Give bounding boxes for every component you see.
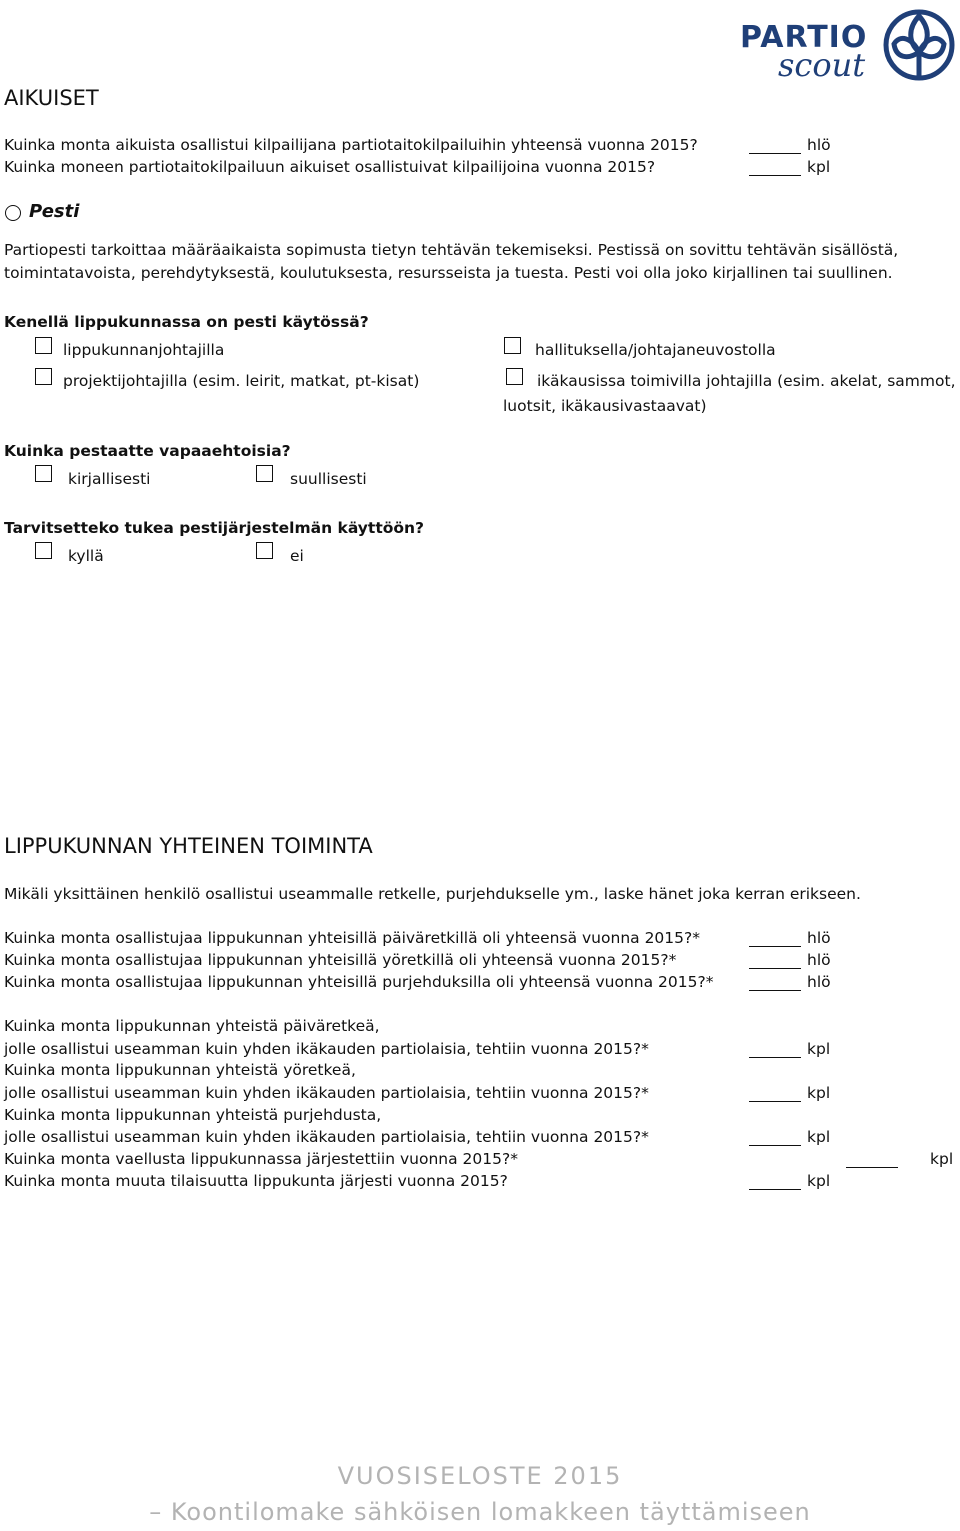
pesti-description-1: Partiopesti tarkoittaa määräaikaista sopimusta tietyn tehtävän tekemiseksi. Pestissä on sovittu tehtävän sisällöstä, — [4, 241, 899, 259]
fleur-de-lis-icon — [878, 4, 960, 86]
pesti-support-question: Tarvitsetteko tukea pestijärjestelmän käyttöön? — [4, 519, 425, 537]
adults-unit-1: hlö — [807, 136, 831, 154]
adults-question-1: Kuinka monta aikuista osallistui kilpailijana partiotaitokilpailuihin yhteensä vuonna 2015? — [4, 136, 698, 154]
checkbox-kirjallisesti[interactable] — [35, 465, 52, 482]
option-ikakausissa-1: ikäkausissa toimivilla johtajilla (esim. akelat, sammot, — [537, 372, 956, 390]
joint-question-5a: Kuinka monta lippukunnan yhteistä yöretkeä, — [4, 1061, 356, 1079]
joint-unit-7: kpl — [930, 1150, 954, 1168]
joint-unit-3: hlö — [807, 973, 831, 991]
adults-heading: AIKUISET — [4, 86, 99, 110]
checkbox-ikakausissa[interactable] — [506, 368, 523, 385]
adults-question-2: Kuinka moneen partiotaitokilpailuun aikuiset osallistuivat kilpailijoina vuonna 2015? — [4, 158, 656, 176]
adults-unit-2: kpl — [807, 158, 831, 176]
joint-unit-5: kpl — [807, 1084, 831, 1102]
joint-question-1: Kuinka monta osallistujaa lippukunnan yhteisillä päiväretkillä oli yhteensä vuonna 2015?* — [4, 929, 700, 947]
joint-unit-6: kpl — [807, 1128, 831, 1146]
joint-answer-2-line[interactable] — [749, 968, 801, 969]
joint-answer-6-line[interactable] — [749, 1145, 801, 1146]
joint-question-7: Kuinka monta vaellusta lippukunnassa järjestettiin vuonna 2015?* — [4, 1150, 518, 1168]
option-hallituksella: hallituksella/johtajaneuvostolla — [535, 341, 776, 359]
joint-answer-3-line[interactable] — [749, 990, 801, 991]
joint-answer-8-line[interactable] — [749, 1189, 801, 1190]
joint-question-3: Kuinka monta osallistujaa lippukunnan yhteisillä purjehduksilla oli yhteensä vuonna 2015?* — [4, 973, 714, 991]
joint-heading: LIPPUKUNNAN YHTEINEN TOIMINTA — [4, 834, 373, 858]
logo-word-partio: PARTIO — [740, 20, 868, 55]
footer-title: VUOSISELOSTE 2015 — [337, 1462, 623, 1490]
footer-subtitle: – Koontilomake sähköisen lomakkeen täyttämiseen — [149, 1498, 811, 1526]
joint-question-6a: Kuinka monta lippukunnan yhteistä purjehdusta, — [4, 1106, 382, 1124]
pesti-who-question: Kenellä lippukunnassa on pesti käytössä? — [4, 313, 369, 331]
option-kirjallisesti: kirjallisesti — [68, 470, 151, 488]
adults-answer-2-line[interactable] — [749, 175, 801, 176]
option-kylla: kyllä — [68, 547, 104, 565]
checkbox-ei[interactable] — [256, 542, 273, 559]
checkbox-suullisesti[interactable] — [256, 465, 273, 482]
joint-unit-2: hlö — [807, 951, 831, 969]
joint-answer-1-line[interactable] — [749, 946, 801, 947]
joint-question-4b: jolle osallistui useamman kuin yhden ikäkauden partiolaisia, tehtiin vuonna 2015?* — [4, 1040, 649, 1058]
option-projektijohtajilla: projektijohtajilla (esim. leirit, matkat, pt-kisat) — [63, 372, 420, 390]
checkbox-lippukunnanjohtajilla[interactable] — [35, 337, 52, 354]
adults-answer-1-line[interactable] — [749, 153, 801, 154]
radio-circle-icon[interactable] — [5, 205, 21, 221]
pesti-heading: Pesti — [29, 201, 80, 222]
joint-question-6b: jolle osallistui useamman kuin yhden ikäkauden partiolaisia, tehtiin vuonna 2015?* — [4, 1128, 649, 1146]
option-suullisesti: suullisesti — [290, 470, 367, 488]
joint-answer-5-line[interactable] — [749, 1101, 801, 1102]
checkbox-kylla[interactable] — [35, 542, 52, 559]
option-ei: ei — [290, 547, 304, 565]
joint-unit-4: kpl — [807, 1040, 831, 1058]
pesti-description-2: toimintatavoista, perehdytyksestä, koulutuksesta, resursseista ja tuesta. Pesti voi olla joko kirjallinen tai suullinen. — [4, 264, 893, 282]
option-ikakausissa-2: luotsit, ikäkausivastaavat) — [503, 397, 707, 415]
joint-question-8: Kuinka monta muuta tilaisuutta lippukunta järjesti vuonna 2015? — [4, 1172, 508, 1190]
joint-unit-1: hlö — [807, 929, 831, 947]
joint-question-5b: jolle osallistui useamman kuin yhden ikäkauden partiolaisia, tehtiin vuonna 2015?* — [4, 1084, 649, 1102]
checkbox-hallituksella[interactable] — [504, 337, 521, 354]
joint-question-2: Kuinka monta osallistujaa lippukunnan yhteisillä yöretkillä oli yhteensä vuonna 2015?* — [4, 951, 677, 969]
pesti-how-question: Kuinka pestaatte vapaaehtoisia? — [4, 442, 291, 460]
joint-note: Mikäli yksittäinen henkilö osallistui useammalle retkelle, purjehdukselle ym., laske hänet joka kerran erikseen. — [4, 885, 861, 903]
logo-word-scout: scout — [778, 46, 866, 84]
option-lippukunnanjohtajilla: lippukunnanjohtajilla — [63, 341, 225, 359]
joint-unit-8: kpl — [807, 1172, 831, 1190]
joint-answer-4-line[interactable] — [749, 1057, 801, 1058]
joint-answer-7-line[interactable] — [846, 1167, 898, 1168]
checkbox-projektijohtajilla[interactable] — [35, 368, 52, 385]
joint-question-4a: Kuinka monta lippukunnan yhteistä päiväretkeä, — [4, 1017, 380, 1035]
